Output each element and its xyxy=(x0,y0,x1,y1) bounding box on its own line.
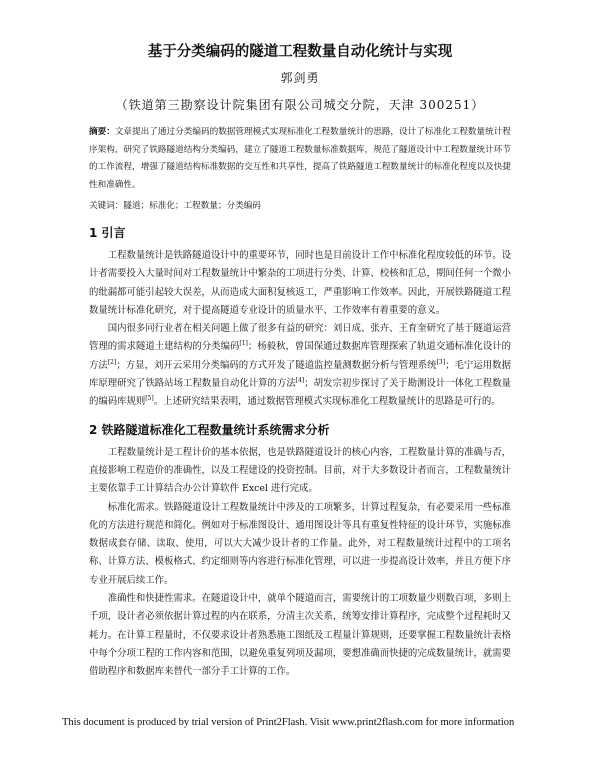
citation-ref: [4] xyxy=(295,377,305,385)
paragraph xyxy=(89,499,511,590)
section-heading-requirements: 2 铁路隧道标准化工程数量统计系统需求分析 xyxy=(89,422,330,437)
abstract xyxy=(89,124,511,194)
keywords-label: 关键词： xyxy=(89,201,124,211)
paragraph-text: 标准化需求。铁路隧道设计工程数量统计中涉及的工项繁多，计算过程复杂，有必要采用一些标准化的方法进行规范和简化。例如对于标准图设计、通用图设计等具有重复性特征的设计环节，实施标准数据成套存储、读取、使用，可以大大减少设计者的工作量。此外，对工程数量统计过程中的工项名称、计算方法、模板格式、约定细则等内容进行标准化管理，可以进一步提高设计效率，并且方便下序专业开展后续工作。 xyxy=(89,501,511,586)
paragraph xyxy=(89,247,511,320)
trial-watermark-footer: This document is produced by trial version of Print2Flash. Visit www.print2flash.com for more information xyxy=(62,717,515,728)
paragraph-text: ；毛宁运用数据库原理研究了铁路站场工程数量自动化计算的方法 xyxy=(89,359,511,390)
paragraph-text: 。上述研究结果表明，通过数据管理模式实现标准化工程数量统计的思路是可行的。 xyxy=(153,396,501,408)
paragraph-text: ；胡发宗初步探讨了关于勘测设计一体化工程数量的编码库规则 xyxy=(89,378,511,408)
author-name: 郭剑勇 xyxy=(280,71,320,85)
abstract-text: 文章提出了通过分类编码的数据管理模式实现标准化工程数量统计的思路，设计了标准化工程数量统计程序架构，研究了铁路隧道结构分类编码，建立了隧道工程数量标准数据库，规范了隧道设计中工程数量统计环节的工作流程，增强了隧道结构标准数据的交互性和共享性，提高了铁路隧道工程数量统计的标准化程度以及快捷性和准确性。 xyxy=(89,127,511,190)
paragraph-text: 工程数量统计是工程计价的基本依据，也是铁路隧道设计的核心内容，工程数量计算的准确与否，直接影响工程造价的准确性，以及工程建设的投资控制。目前，对于大多数设计者而言，工程数量统计主要依靠手工计算结合办公计算软件 Excel 进行完成。 xyxy=(89,446,511,495)
paragraph-text: ；方显，刘开云采用分类编码的方式开发了隧道监控量测数据分析与管理系统 xyxy=(116,359,437,371)
paragraph-text: 准确性和快捷性需求。在隧道设计中，就单个隧道而言，需要统计的工项数量少则数百项，多则上千项，设计者必须依据计算过程的内在联系，分清主次关系，统筹安排计算程序，完成整个过程耗时又耗力。在计算工程量时，不仅要求设计者熟悉施工图纸及工程量计算规则，还要掌握工程数量统计表格中每个分项工程的工作内容和范围，以避免重复列项及漏项，要想准确而快捷的完成数量统计，就需要借助程序和数据库来替代一部分手工计算的工作。 xyxy=(89,593,511,678)
citation-ref: [3] xyxy=(436,358,446,366)
paper-title: 基于分类编码的隧道工程数量自动化统计与实现 xyxy=(147,44,453,60)
paragraph-text: 国内很多同行业者在相关问题上做了很多有益的研究：刘日成、张卉、王育奎研究了基于隧道运营管理的需求隧道土建结构的分类编码 xyxy=(89,323,511,353)
citation-ref: [1] xyxy=(239,340,248,348)
paragraph xyxy=(89,590,511,681)
citation-ref: [2] xyxy=(107,358,117,366)
paragraph xyxy=(89,444,511,499)
paragraph xyxy=(89,320,511,411)
paragraph-text: 工程数量统计是铁路隧道设计中的重要环节，同时也是目前设计工作中标准化程度较低的环节。设计者需要投入大量时间对工程数量统计中繁杂的工项进行分类、计算、校核和汇总，期间任何一个微小的纰漏都可能引起较大误差，从而造成大面积复核返工，严重影响工作效率。因此，开展铁路隧道工程数量统计标准化研究，对于提高隧道专业设计的质量水平、工作效率有着重要的意义。 xyxy=(89,250,511,316)
keywords xyxy=(89,198,511,215)
keywords-text: 隧道；标准化；工程数量；分类编码 xyxy=(123,201,261,211)
body-column xyxy=(89,124,511,682)
section-heading-introduction: 1 引言 xyxy=(89,226,126,240)
author-affiliation: （铁道第三勘察设计院集团有限公司城交分院，天津 300251） xyxy=(115,98,485,112)
paragraph-text: ；杨毅秋，曾国保通过数据库管理探索了轨道交通标准化设计的方法 xyxy=(89,341,511,371)
abstract-label: 摘要： xyxy=(89,127,115,137)
citation-ref: [5] xyxy=(145,395,154,403)
